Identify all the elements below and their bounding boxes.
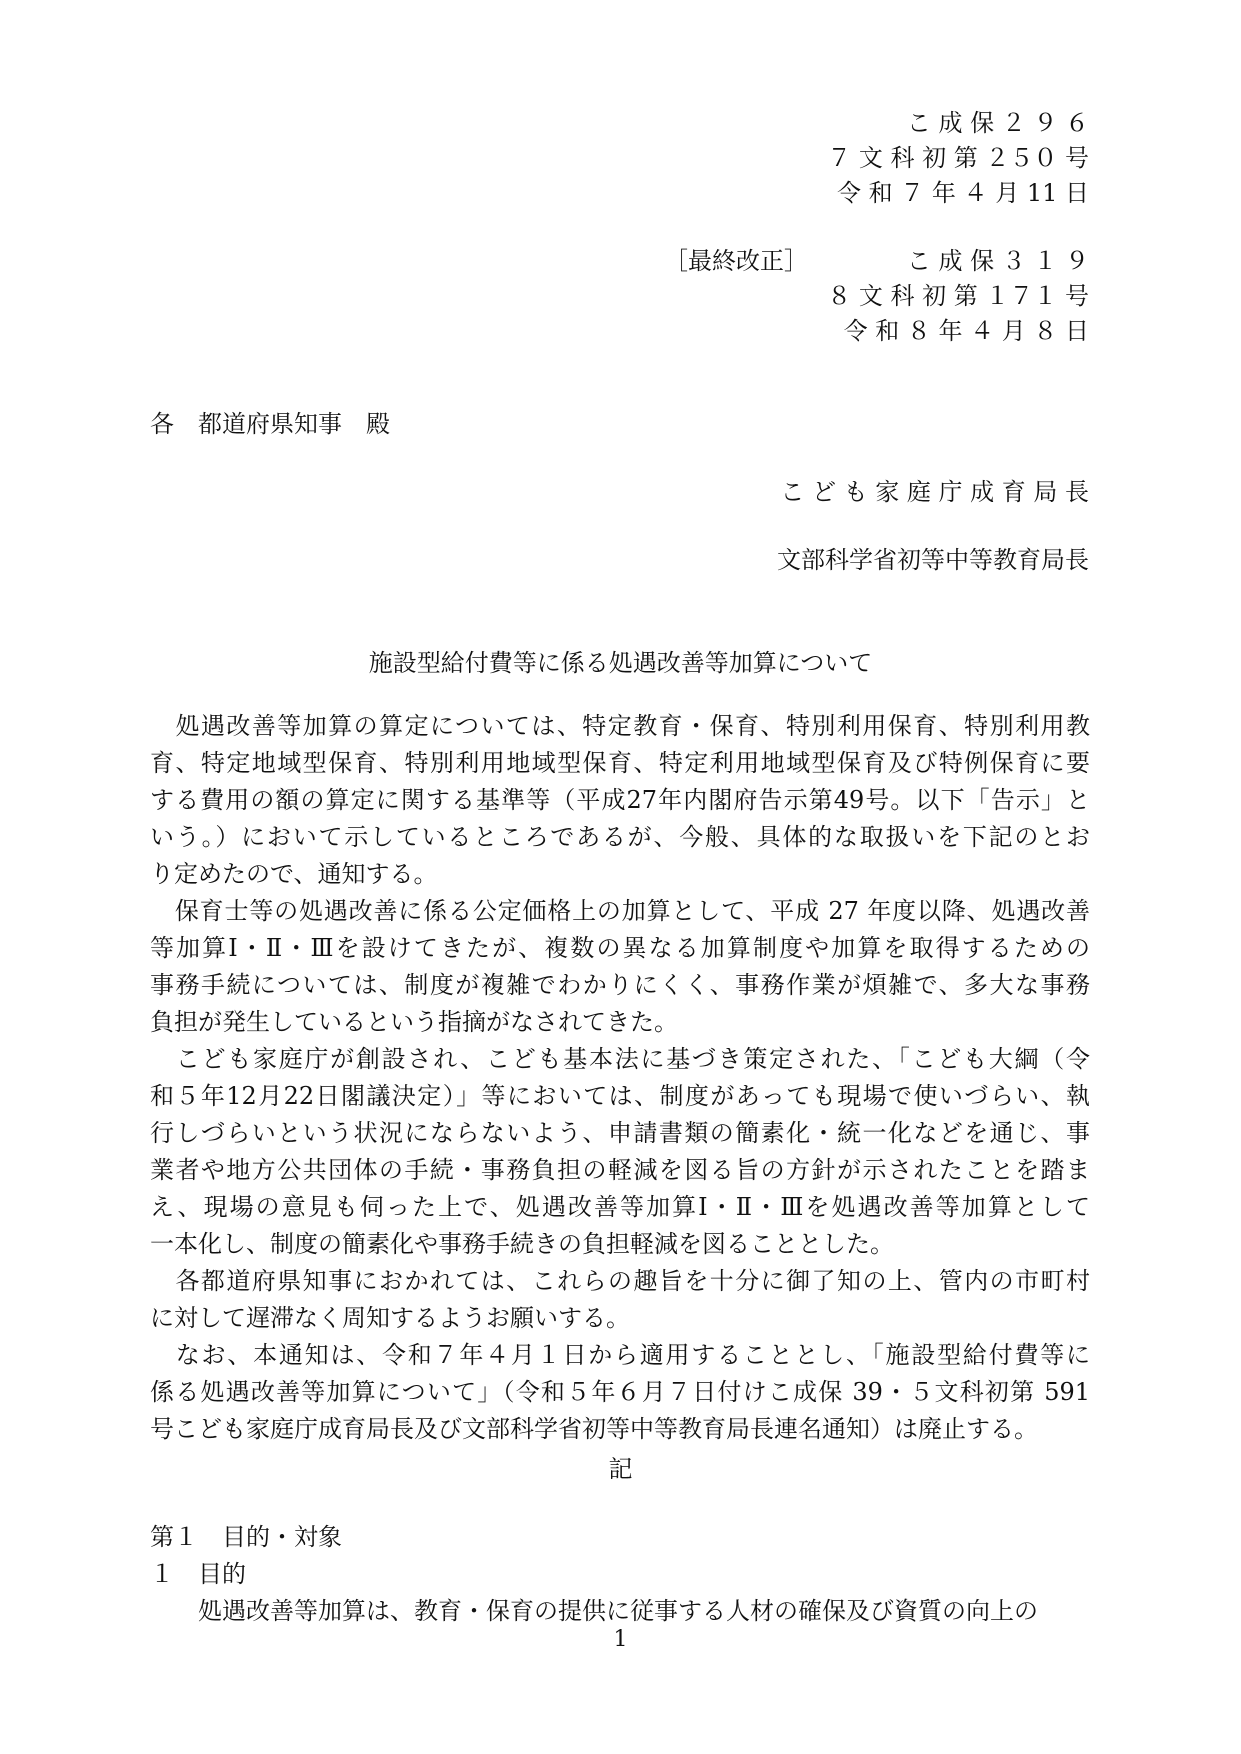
body-line: 行しづらいという状況にならないよう、申請書類の簡素化・統一化などを通じ、事 xyxy=(150,1119,1090,1147)
body-line: 負担が発生しているという指摘がなされてきた。 xyxy=(150,1008,678,1036)
addressee: 各 都道府県知事 殿 xyxy=(150,410,390,438)
body-line: 業者や地方公共団体の手続・事務負担の軽減を図る旨の方針が示されたことを踏ま xyxy=(150,1156,1090,1184)
body-line: 一本化し、制度の簡素化や事務手続きの負担軽減を図ることとした。 xyxy=(150,1230,894,1258)
body-line: 各都道府県知事におかれては、これらの趣旨を十分に御了知の上、管内の市町村 xyxy=(150,1267,1090,1295)
ref-line-2: ７ 文 科 初 第 ２５０ 号 xyxy=(827,144,1089,172)
body-line: 保育士等の処遇改善に係る公定価格上の加算として、平成 27 年度以降、処遇改善 xyxy=(150,897,1090,925)
body-line: に対して遅滞なく周知するようお願いする。 xyxy=(150,1304,630,1332)
ref-line-3: 令 和 ７ 年 ４ 月 11 日 xyxy=(837,179,1089,207)
paragraph-1 xyxy=(150,708,1090,893)
body-line: 係る処遇改善等加算について」（令和５年６月７日付けこ成保 39・５文科初第 591 xyxy=(150,1378,1090,1406)
subsection-heading: １ 目的 xyxy=(150,1560,246,1588)
section-heading: 第１ 目的・対象 xyxy=(150,1523,342,1551)
paragraph-5 xyxy=(150,1337,1090,1448)
revision-label: ［最終改正］ xyxy=(664,247,808,275)
body-line: り定めたので、通知する。 xyxy=(150,860,438,888)
body-line: なお、本通知は、令和７年４月１日から適用することとし、「施設型給付費等に xyxy=(150,1341,1090,1369)
body-line: する費用の額の算定に関する基準等（平成27年内閣府告示第49号。以下「告示」と xyxy=(150,786,1090,814)
revision-line-1: こ 成 保 ３ １ ９ xyxy=(906,247,1089,275)
body-line: 処遇改善等加算の算定については、特定教育・保育、特別利用保育、特別利用教 xyxy=(150,712,1090,740)
section-text: 処遇改善等加算は、教育・保育の提供に従事する人材の確保及び資質の向上の xyxy=(150,1597,1038,1625)
body-line: 号こども家庭庁成育局長及び文部科学省初等中等教育局長連名通知）は廃止する。 xyxy=(150,1415,1038,1443)
issuer-1: こ ど も 家 庭 庁 成 育 局 長 xyxy=(780,478,1089,506)
body-line: 等加算Ⅰ・Ⅱ・Ⅲを設けてきたが、複数の異なる加算制度や加算を取得するための xyxy=(150,934,1090,962)
issuer-2: 文部科学省初等中等教育局長 xyxy=(777,546,1089,574)
body-text xyxy=(150,708,1090,1448)
paragraph-3 xyxy=(150,1041,1090,1263)
revision-line-3: 令 和 ８ 年 ４ 月 ８ 日 xyxy=(843,317,1089,345)
document-title: 施設型給付費等に係る処遇改善等加算について xyxy=(368,649,873,677)
paragraph-4 xyxy=(150,1263,1090,1337)
body-line: いう。）において示しているところであるが、今般、具体的な取扱いを下記のとお xyxy=(150,823,1090,851)
body-line: 育、特定地域型保育、特別利用地域型保育、特定利用地域型保育及び特例保育に要 xyxy=(150,749,1090,777)
ref-line-1: こ 成 保 ２ ９ ６ xyxy=(906,109,1089,137)
ki-heading: 記 xyxy=(608,1455,633,1483)
paragraph-2 xyxy=(150,893,1090,1041)
body-line: 和５年12月22日閣議決定）」等においては、制度があっても現場で使いづらい、執 xyxy=(150,1082,1090,1110)
revision-line-2: ８ 文 科 初 第 １７１ 号 xyxy=(827,282,1089,310)
page-number: 1 xyxy=(613,1627,628,1652)
body-line: 事務手続については、制度が複雑でわかりにくく、事務作業が煩雑で、多大な事務 xyxy=(150,971,1090,999)
body-line: こども家庭庁が創設され、こども基本法に基づき策定された、「こども大綱（令 xyxy=(150,1045,1090,1073)
body-line: え、現場の意見も伺った上で、処遇改善等加算Ⅰ・Ⅱ・Ⅲを処遇改善等加算として xyxy=(150,1193,1090,1221)
